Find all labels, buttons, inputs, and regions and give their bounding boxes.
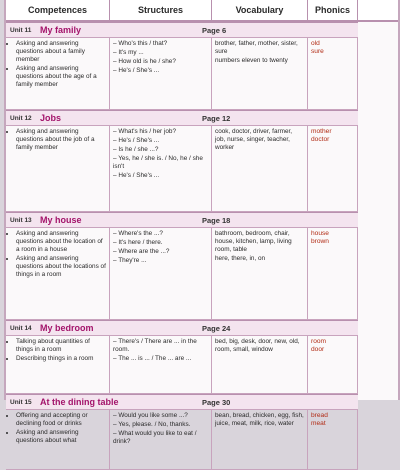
competences-cell <box>6 228 110 319</box>
structures-cell-item: – The ... is ... / The ... are ... <box>113 355 192 362</box>
structures-cell-item: – It's here / there. <box>113 239 163 246</box>
vocabulary-cell <box>212 336 308 393</box>
competences-cell <box>6 336 110 393</box>
vocabulary-cell <box>212 410 308 469</box>
unit-number: Unit 11 <box>10 26 32 34</box>
structures-cell <box>110 228 212 319</box>
structures-cell-item: – Would you like some ...? <box>113 412 188 419</box>
phonics-word: mother <box>311 128 332 135</box>
phonics-cell <box>308 38 358 109</box>
header-structures: Structures <box>110 0 212 20</box>
structures-cell <box>110 38 212 109</box>
unit-title: My family <box>40 25 82 35</box>
unit-number: Unit 15 <box>10 398 32 406</box>
phonics-word: meat <box>311 420 326 427</box>
competences-cell-item: • Asking and answering questions about what <box>16 429 106 445</box>
unit-title: At the dining table <box>40 397 119 407</box>
structures-cell-item: – He's / She's ... <box>113 172 160 179</box>
vocabulary-cell-item: bed, big, desk, door, new, old, room, small, window <box>215 338 300 353</box>
structures-cell-item: – Yes, please. / No, thanks. <box>113 421 191 428</box>
unit-page: Page 30 <box>202 397 231 407</box>
structures-cell-item: – It's my ... <box>113 49 144 56</box>
header-phonics: Phonics <box>308 0 358 20</box>
vocabulary-cell-item: numbers eleven to twenty <box>215 57 288 64</box>
structures-cell <box>110 126 212 211</box>
structures-cell-item: – They're ... <box>113 257 147 264</box>
vocabulary-cell-item: brother, father, mother, sister, sure <box>215 40 298 55</box>
unit-content-row <box>6 336 358 394</box>
phonics-cell <box>308 126 358 211</box>
structures-cell-item: – How old is he / she? <box>113 58 176 65</box>
unit-header <box>6 22 358 38</box>
vocabulary-cell-item: bean, bread, chicken, egg, fish, juice, meat, milk, rice, water <box>215 412 304 427</box>
unit-page: Page 12 <box>202 113 231 123</box>
phonics-word: house <box>311 230 329 237</box>
competences-cell-item: • Asking and answering questions about the age of a family member <box>16 65 106 89</box>
structures-cell-item: – Where are the ...? <box>113 248 170 255</box>
structures-cell-item: – He's / She's ... <box>113 67 160 74</box>
structures-cell-item: – What would you like to eat / drink? <box>113 430 197 445</box>
structures-cell-item: – Where's the ...? <box>113 230 163 237</box>
competences-cell-item: • Asking and answering questions about the job of a family member <box>16 128 106 152</box>
unit-page: Page 24 <box>202 323 231 333</box>
unit-page: Page 18 <box>202 215 231 225</box>
unit-title: My bedroom <box>40 323 94 333</box>
units-container <box>6 22 398 470</box>
competences-cell-item: • Asking and answering questions about the location of a room in a house <box>16 230 106 254</box>
phonics-cell <box>308 336 358 393</box>
structures-cell-item: – Yes, he / she is. / No, he / she isn't <box>113 155 203 170</box>
phonics-cell <box>308 228 358 319</box>
structures-cell-item: – He's / She's ... <box>113 137 160 144</box>
structures-cell <box>110 410 212 469</box>
phonics-cell <box>308 410 358 469</box>
table-header <box>6 0 398 22</box>
phonics-word: sure <box>311 48 324 55</box>
structures-cell-item: – Who's this / that? <box>113 40 168 47</box>
unit-title: Jobs <box>40 113 62 123</box>
unit-page: Page 6 <box>202 25 227 35</box>
unit-content-row <box>6 126 358 212</box>
unit-header <box>6 212 358 228</box>
unit-header <box>6 110 358 126</box>
phonics-word: room <box>311 338 327 345</box>
competences-cell <box>6 38 110 109</box>
phonics-word: bread <box>311 412 328 419</box>
competences-cell-item: • Asking and answering questions about the locations of things in a room <box>16 255 106 279</box>
unit-header <box>6 394 358 410</box>
unit-content-row <box>6 38 358 110</box>
competences-cell-item: • Talking about quantities of things in a room <box>16 338 106 354</box>
vocabulary-cell <box>212 228 308 319</box>
competences-cell-item: • Describing things in a room <box>16 355 106 363</box>
competences-cell <box>6 126 110 211</box>
vocabulary-cell-item: here, there, in, on <box>215 255 266 262</box>
vocabulary-cell <box>212 126 308 211</box>
vocabulary-cell <box>212 38 308 109</box>
vocabulary-cell-item: bathroom, bedroom, chair, house, kitchen, lamp, living room, table <box>215 230 292 253</box>
phonics-word: old <box>311 40 320 47</box>
unit-number: Unit 13 <box>10 216 32 224</box>
structures-cell <box>110 336 212 393</box>
phonics-word: doctor <box>311 136 330 143</box>
phonics-word: brown <box>311 238 329 245</box>
syllabus-table <box>4 0 400 445</box>
unit-content-row <box>6 410 358 470</box>
competences-cell-item: • Asking and answering questions about a family member <box>16 40 106 64</box>
unit-header <box>6 320 358 336</box>
competences-cell-item: • Offering and accepting or declining food or drinks <box>16 412 106 428</box>
competences-cell <box>6 410 110 469</box>
structures-cell-item: – There's / There are ... in the room. <box>113 338 197 353</box>
unit-content-row <box>6 228 358 320</box>
unit-number: Unit 12 <box>10 114 32 122</box>
unit-title: My house <box>40 215 82 225</box>
header-competences: Competences <box>6 0 110 20</box>
structures-cell-item: – What's his / her job? <box>113 128 177 135</box>
structures-cell-item: – Is he / she ...? <box>113 146 159 153</box>
phonics-word: door <box>311 346 325 353</box>
unit-number: Unit 14 <box>10 324 32 332</box>
header-vocabulary: Vocabulary <box>212 0 308 20</box>
vocabulary-cell-item: cook, doctor, driver, farmer, job, nurse, singer, teacher, worker <box>215 128 293 151</box>
